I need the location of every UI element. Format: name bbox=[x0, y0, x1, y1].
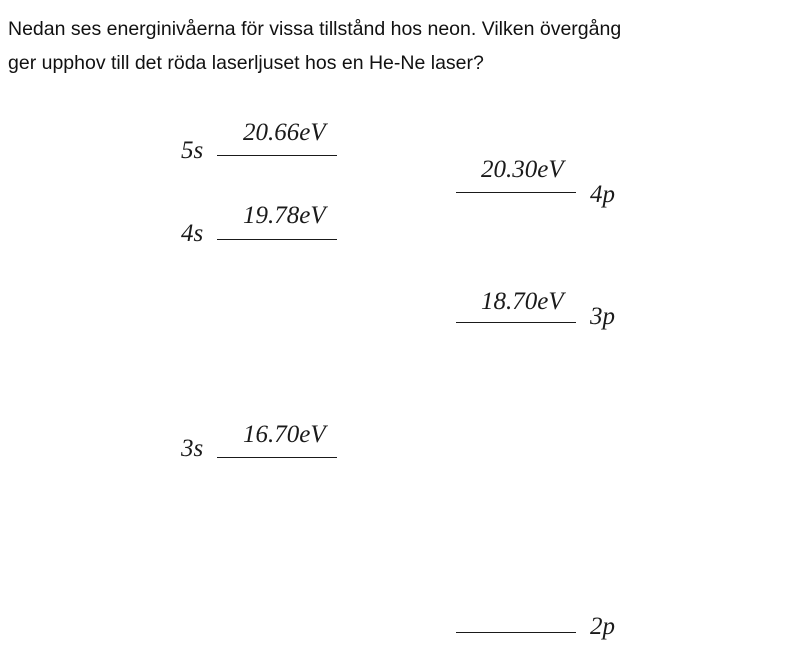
state-label-3s: 3s bbox=[181, 435, 204, 462]
level-line-4s bbox=[217, 239, 337, 240]
energy-label-5s: 20.66eV bbox=[243, 119, 326, 146]
question-line-1: Nedan ses energinivåerna för vissa tillstånd hos neon. Vilken övergång bbox=[8, 18, 622, 40]
level-line-3s bbox=[217, 457, 337, 458]
energy-label-4p: 20.30eV bbox=[481, 156, 564, 183]
level-line-3p bbox=[456, 322, 576, 323]
state-label-5s: 5s bbox=[181, 137, 204, 164]
energy-label-4s: 19.78eV bbox=[243, 202, 326, 229]
state-label-4s: 4s bbox=[181, 220, 204, 247]
energy-label-3p: 18.70eV bbox=[481, 288, 564, 315]
state-label-3p: 3p bbox=[590, 303, 615, 330]
state-label-2p: 2p bbox=[590, 613, 615, 640]
level-line-5s bbox=[217, 155, 337, 156]
level-line-4p bbox=[456, 192, 576, 193]
state-label-4p: 4p bbox=[590, 181, 615, 208]
level-line-2p bbox=[456, 632, 576, 633]
question-line-2: ger upphov till det röda laserljuset hos en He-Ne laser? bbox=[8, 52, 484, 74]
energy-label-3s: 16.70eV bbox=[243, 421, 326, 448]
